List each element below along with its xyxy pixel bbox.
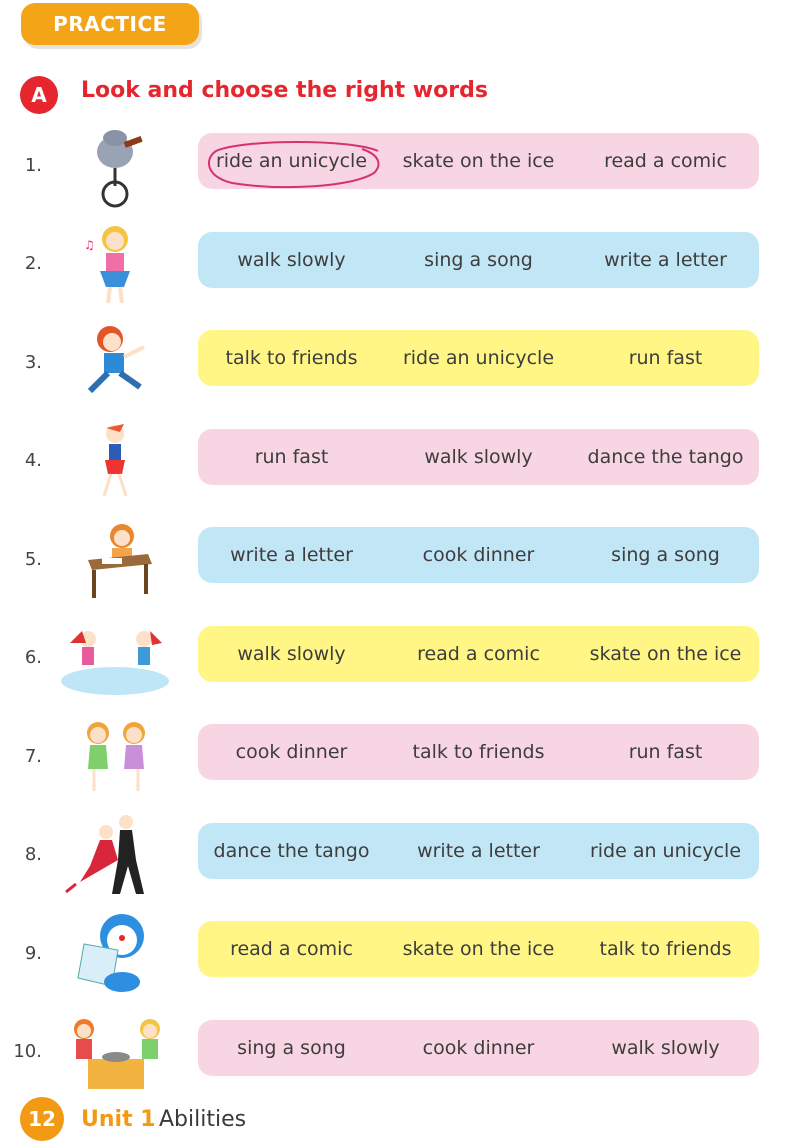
word-option-label: walk slowly: [611, 1036, 720, 1059]
item-number: 3.: [24, 351, 42, 373]
section-badge: A: [20, 76, 58, 114]
word-option[interactable]: [198, 840, 385, 862]
word-option-label: sing a song: [424, 248, 533, 271]
word-option[interactable]: [198, 347, 385, 369]
exercise-row: [0, 510, 800, 609]
word-option-label: dance the tango: [587, 445, 744, 468]
svg-text:♫: ♫: [84, 237, 95, 252]
word-option-label: run fast: [628, 347, 703, 369]
word-option-label: read a comic: [604, 150, 727, 172]
exercise-row: [0, 215, 800, 314]
word-option-label: walk slowly: [237, 248, 346, 271]
word-option-label: walk slowly: [424, 445, 533, 468]
word-option-label: talk to friends: [225, 347, 358, 369]
word-option[interactable]: [385, 150, 572, 172]
item-number: 10.: [13, 1041, 42, 1062]
item-number: 6.: [24, 647, 42, 668]
item-number: 8.: [24, 844, 42, 865]
section-title: Look and choose the right words: [81, 78, 488, 103]
word-option-label: ride an unicycle: [589, 839, 742, 862]
word-option-label: skate on the ice: [402, 938, 555, 960]
word-option[interactable]: [198, 741, 385, 763]
word-option[interactable]: [385, 544, 572, 566]
item-number: 4.: [24, 450, 42, 471]
word-option-label: write a letter: [604, 248, 727, 271]
options-bar: [198, 1020, 759, 1076]
options-bar: [198, 527, 759, 583]
unit-title: Abilities: [159, 1107, 247, 1132]
options-bar: [198, 133, 759, 189]
word-option-label: run fast: [628, 741, 703, 763]
robot-cat-reading-icon: [60, 908, 170, 996]
word-option[interactable]: [572, 938, 759, 960]
word-option-label: write a letter: [417, 839, 540, 862]
word-option-label: talk to friends: [599, 938, 732, 960]
word-option[interactable]: [385, 249, 572, 271]
word-option[interactable]: [572, 150, 759, 172]
word-option[interactable]: [385, 347, 572, 369]
word-option-label: talk to friends: [412, 741, 545, 763]
couple-dancing-icon: [60, 810, 170, 898]
exercise-row: [0, 806, 800, 905]
options-bar: [198, 823, 759, 879]
practice-banner: PRACTICE: [21, 3, 199, 45]
page-number-badge: 12: [20, 1097, 64, 1141]
exercise-row: [0, 412, 800, 511]
word-option[interactable]: [198, 544, 385, 566]
exercise-row: [0, 707, 800, 806]
word-option-label: cook dinner: [422, 544, 535, 566]
word-option-label: dance the tango: [213, 839, 370, 862]
girl-writing-at-desk-icon: [60, 514, 170, 602]
girls-talking-icon: [60, 711, 170, 799]
word-option[interactable]: [198, 938, 385, 960]
options-bar: [198, 921, 759, 977]
word-option[interactable]: [198, 643, 385, 665]
word-option[interactable]: [198, 249, 385, 271]
word-option[interactable]: [198, 1037, 385, 1059]
options-bar: [198, 429, 759, 485]
word-option[interactable]: [198, 446, 385, 468]
item-number: 1.: [24, 154, 42, 176]
word-option[interactable]: [198, 150, 385, 172]
girl-walking-icon: [60, 416, 170, 504]
word-option[interactable]: [385, 446, 572, 468]
item-number: 2.: [24, 253, 42, 274]
word-option-label: ride an unicycle: [402, 347, 555, 369]
word-option-label: skate on the ice: [402, 150, 555, 172]
word-option[interactable]: [572, 446, 759, 468]
options-bar: [198, 232, 759, 288]
exercise-row: [0, 313, 800, 412]
word-option-label: sing a song: [611, 544, 720, 566]
options-bar: [198, 724, 759, 780]
word-option-label: walk slowly: [237, 642, 346, 665]
word-option[interactable]: [385, 840, 572, 862]
exercise-row: [0, 609, 800, 708]
word-option[interactable]: [385, 938, 572, 960]
girl-singing-icon: [60, 219, 170, 307]
hippo-violin-unicycle-icon: [60, 120, 170, 208]
exercise-list: [0, 116, 800, 1101]
word-option-label: read a comic: [230, 938, 353, 960]
word-option-label: sing a song: [237, 1036, 346, 1059]
word-option[interactable]: [572, 544, 759, 566]
word-option-label: run fast: [254, 445, 329, 468]
item-number: 5.: [24, 548, 42, 570]
options-bar: [198, 330, 759, 386]
options-bar: [198, 626, 759, 682]
word-option-label: read a comic: [417, 642, 540, 665]
kids-skating-icon: [60, 613, 170, 701]
word-option[interactable]: [572, 741, 759, 763]
word-option-label: cook dinner: [422, 1036, 535, 1059]
exercise-row: [0, 904, 800, 1003]
word-option[interactable]: [385, 1037, 572, 1059]
item-number: 7.: [24, 745, 42, 767]
word-option[interactable]: [572, 347, 759, 369]
word-option[interactable]: [385, 643, 572, 665]
word-option-label: ride an unicycle: [215, 150, 368, 172]
exercise-row: [0, 116, 800, 215]
item-number: 9.: [24, 942, 42, 964]
word-option[interactable]: [385, 741, 572, 763]
word-option[interactable]: [572, 1037, 759, 1059]
word-option-label: skate on the ice: [589, 642, 742, 665]
word-option-label: cook dinner: [235, 741, 348, 763]
word-option[interactable]: [572, 840, 759, 862]
unit-label: Unit 1: [81, 1107, 156, 1132]
word-option[interactable]: [572, 249, 759, 271]
kids-cooking-icon: [60, 1007, 170, 1095]
word-option[interactable]: [572, 643, 759, 665]
boy-running-icon: [60, 317, 170, 405]
word-option-label: write a letter: [230, 544, 353, 566]
exercise-row: [0, 1003, 800, 1102]
